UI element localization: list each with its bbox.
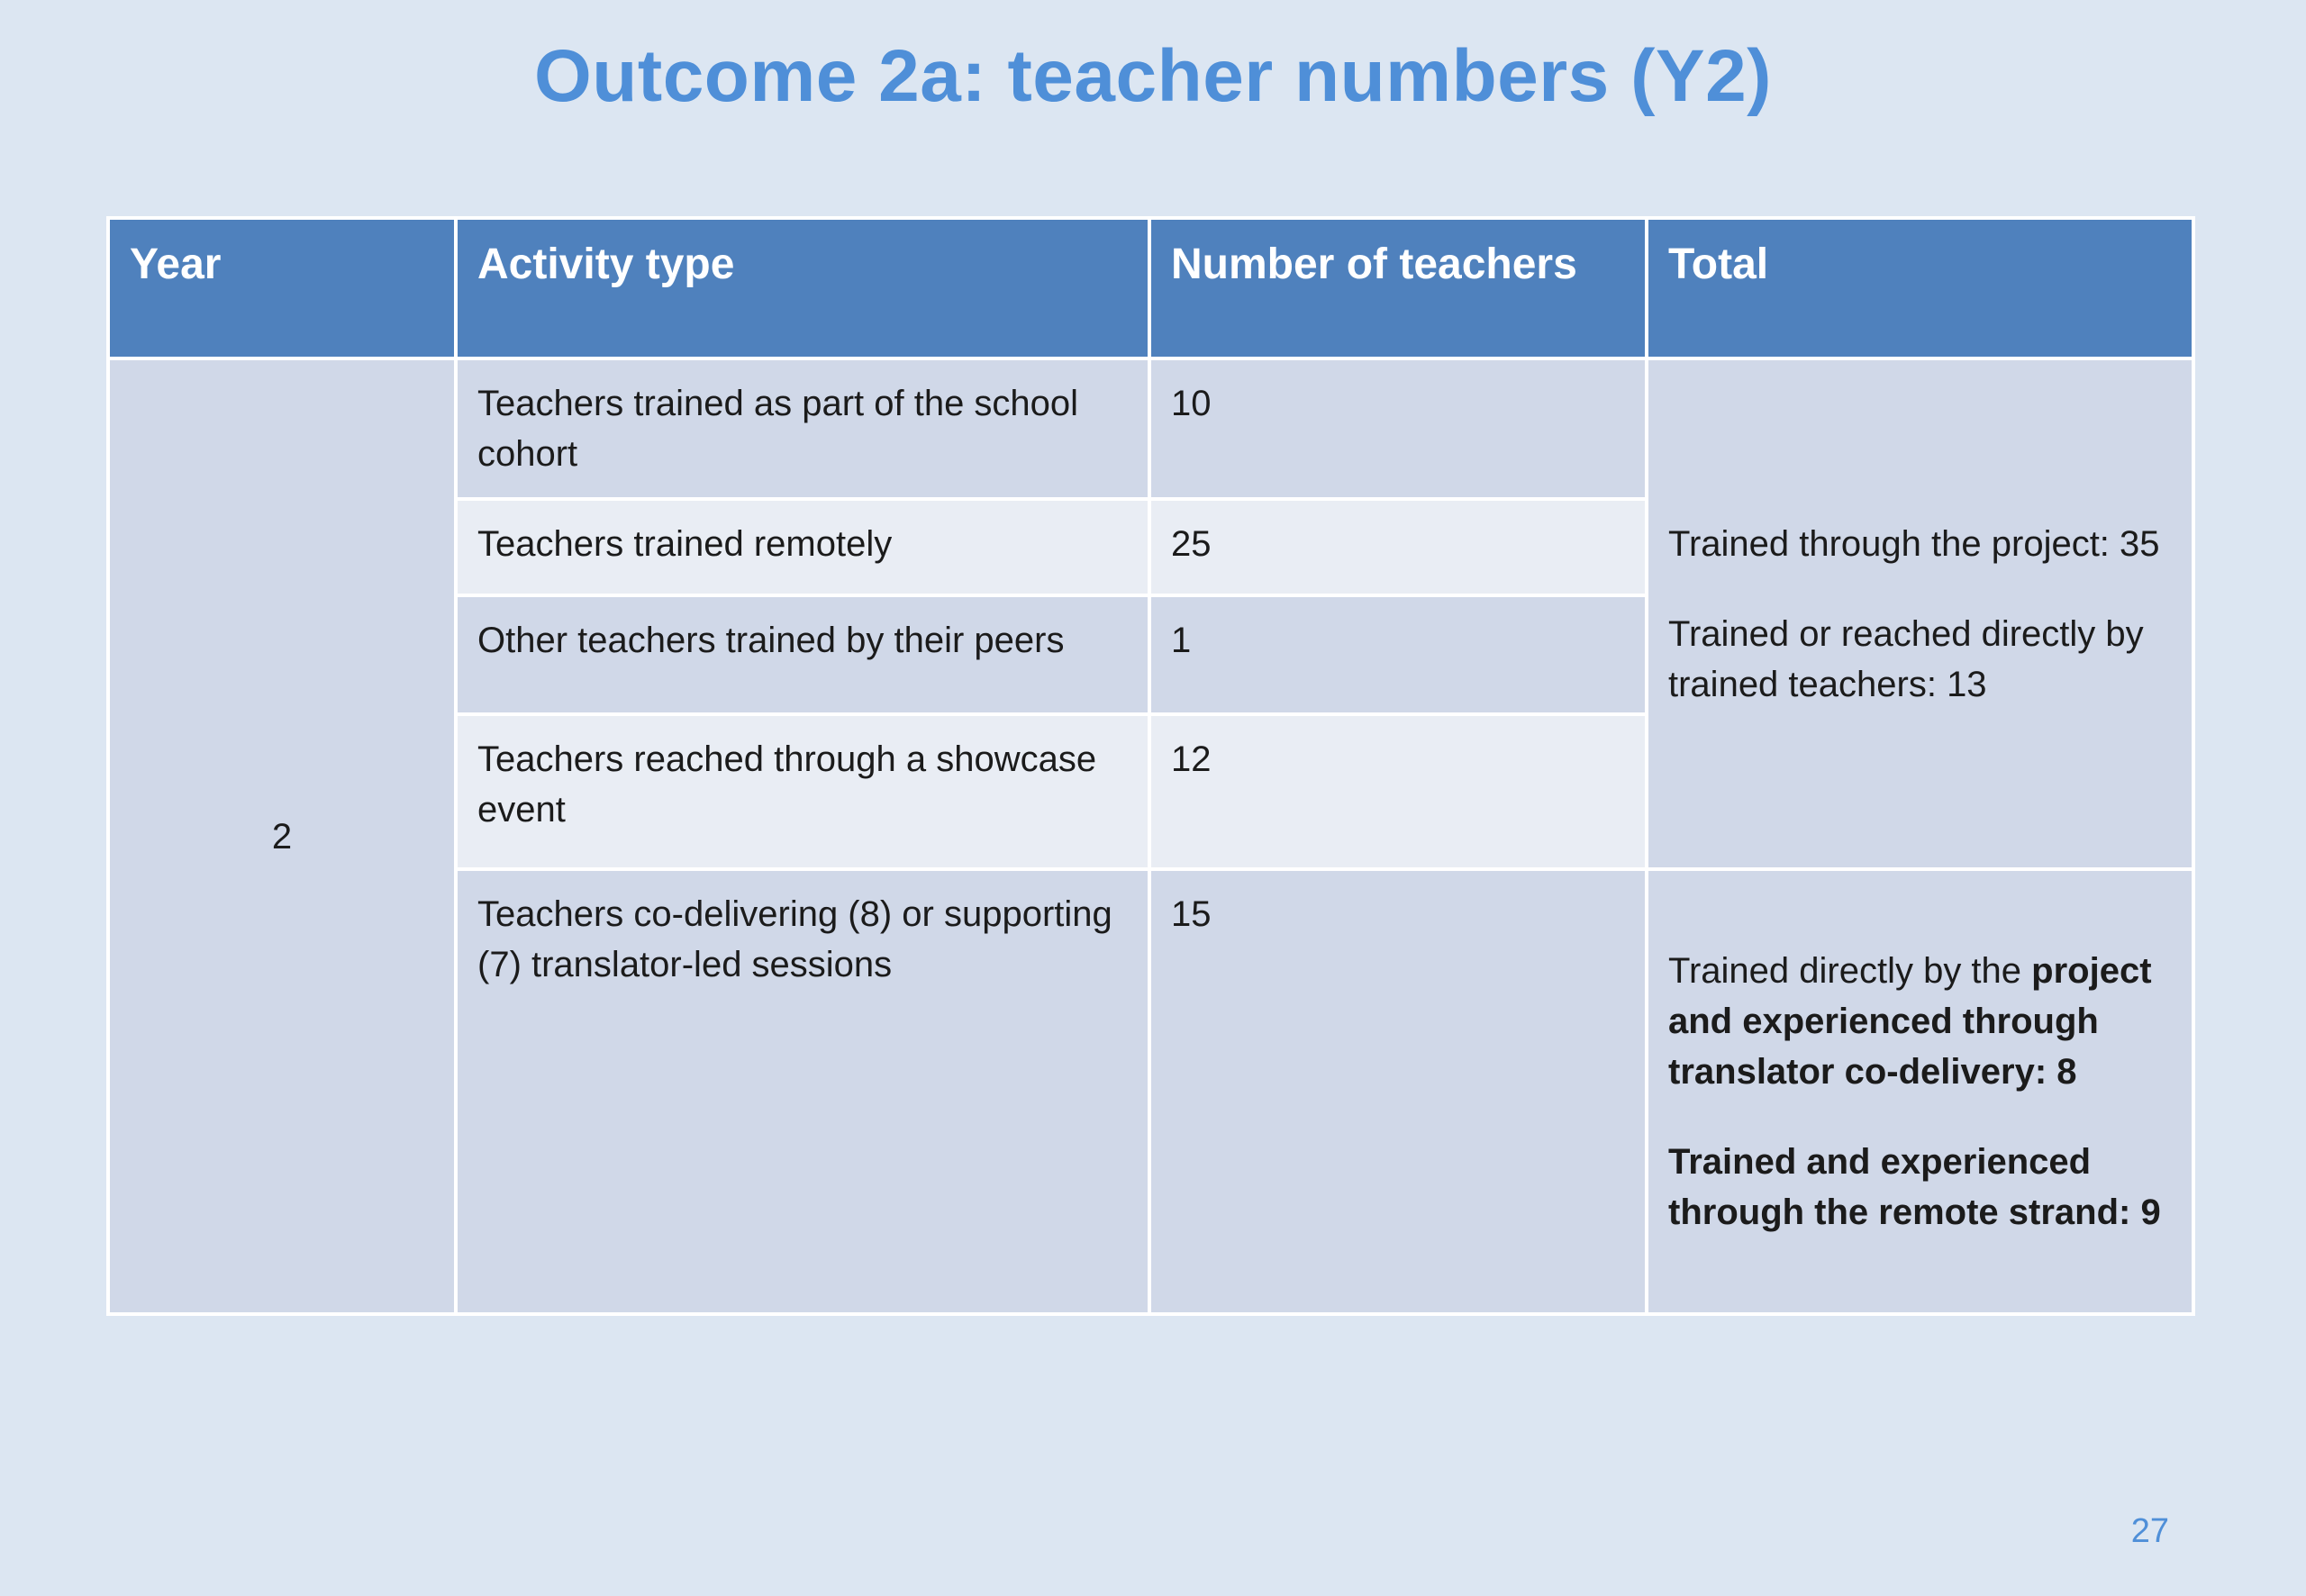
year-cell: 2 — [108, 358, 456, 1314]
header-number-of-teachers: Number of teachers — [1149, 218, 1647, 358]
header-activity-type: Activity type — [456, 218, 1149, 358]
total-trained-or-reached: Trained or reached directly by trained teachers: 13 — [1668, 613, 2144, 704]
teacher-numbers-table — [106, 216, 2195, 1316]
slide-title: Outcome 2a: teacher numbers (Y2) — [534, 35, 1772, 117]
count-cell: 10 — [1149, 358, 1647, 499]
table-header-row — [108, 218, 2193, 358]
count-cell: 15 — [1149, 869, 1647, 1314]
activity-cell: Other teachers trained by their peers — [456, 595, 1149, 714]
total-direct-codelivery — [1668, 946, 2172, 1097]
header-year: Year — [108, 218, 456, 358]
activity-cell: Teachers trained remotely — [456, 499, 1149, 595]
total-cell-group2 — [1647, 869, 2193, 1314]
total-remote-strand: Trained and experienced through the remote strand: 9 — [1668, 1142, 2161, 1232]
table-row — [108, 358, 2193, 499]
activity-cell: Teachers co-delivering (8) or supporting (7) translator-led sessions — [456, 869, 1149, 1314]
page-number: 27 — [2130, 1512, 2169, 1550]
total-direct-bold: project and experienced through translator co-delivery: 8 — [1668, 951, 2152, 1092]
total-direct-prefix: Trained directly by the — [1668, 951, 2032, 991]
total-trained-through-project: Trained through the project: 35 — [1668, 523, 2160, 564]
header-total: Total — [1647, 218, 2193, 358]
count-cell: 12 — [1149, 714, 1647, 869]
total-cell-group1 — [1647, 358, 2193, 869]
count-cell: 25 — [1149, 499, 1647, 595]
activity-cell: Teachers reached through a showcase event — [456, 714, 1149, 869]
activity-cell: Teachers trained as part of the school cohort — [456, 358, 1149, 499]
count-cell: 1 — [1149, 595, 1647, 714]
